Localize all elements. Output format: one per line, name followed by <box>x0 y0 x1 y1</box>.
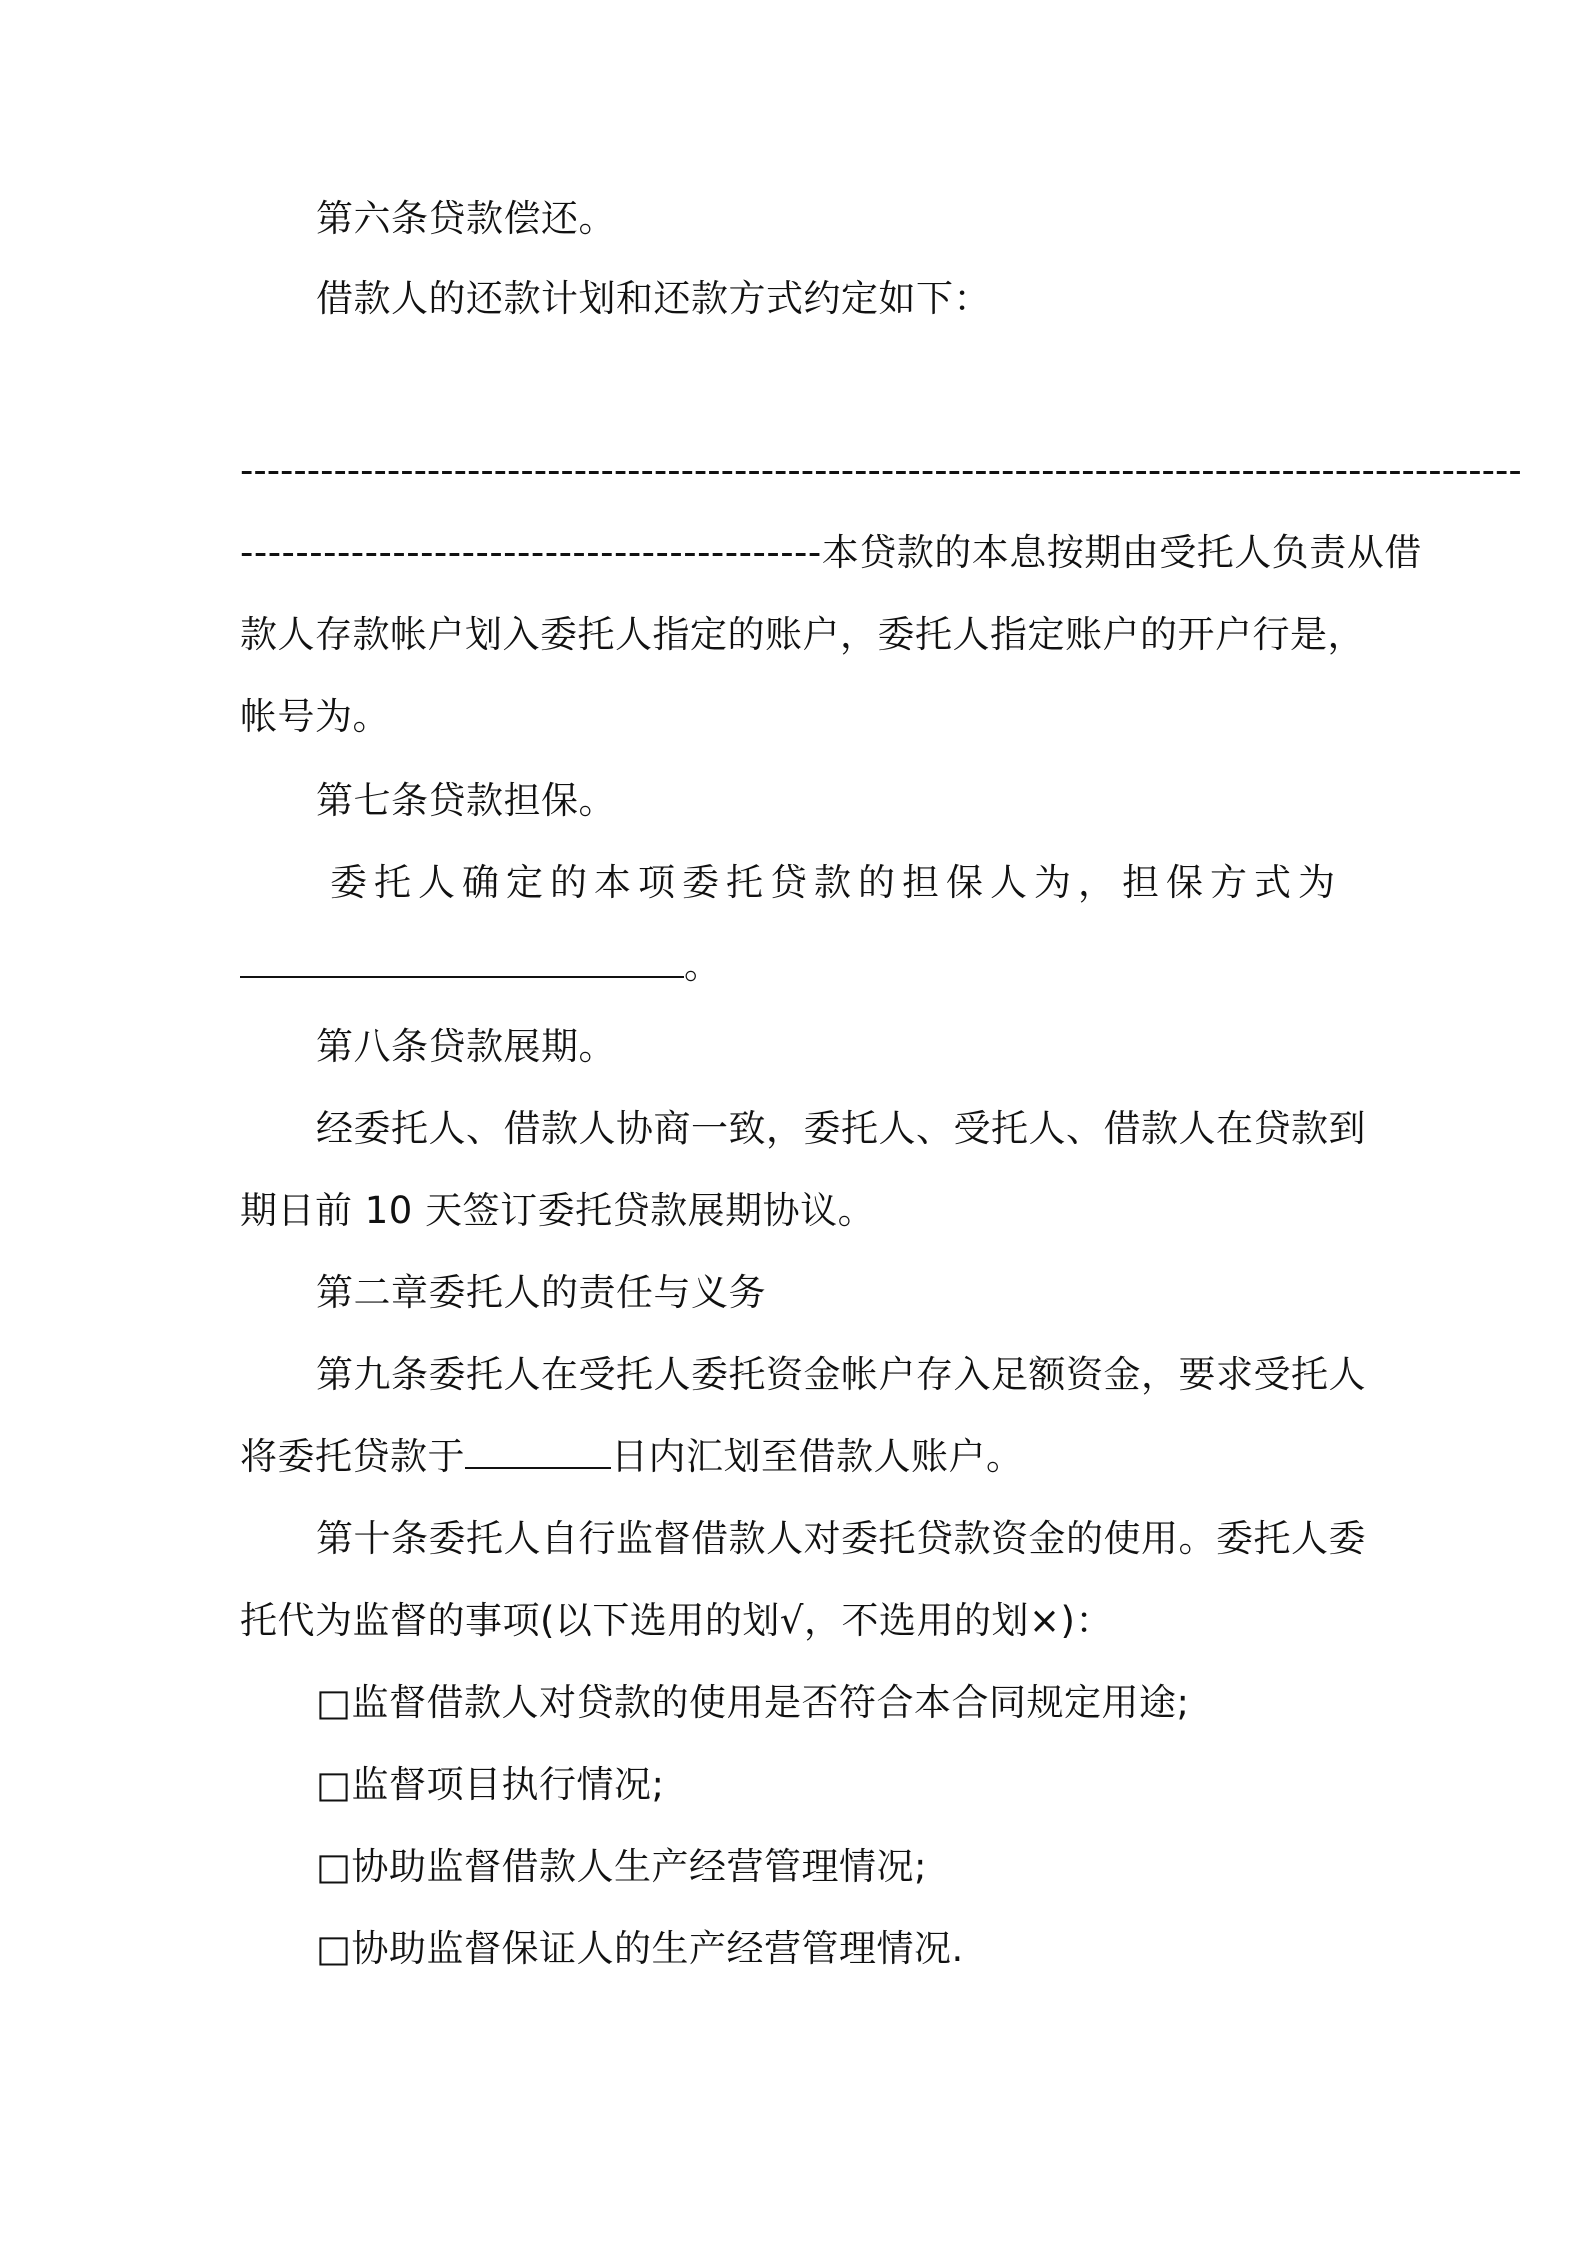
article-6-title: 第六条贷款偿还。 <box>316 197 616 240</box>
dash-fill-line-1: ------------------------------------------------------------------------------------------------ <box>240 449 1522 492</box>
article-7-line-b-end: 。 <box>684 944 722 987</box>
article-9-line-a: 第九条委托人在受托人委托资金帐户存入足额资金，要求受托人 <box>316 1353 1366 1396</box>
option-checkbox-item[interactable]: □监督项目执行情况; <box>316 1763 665 1806</box>
article-8-line-a: 经委托人、借款人协商一致，委托人、受托人、借款人在贷款到 <box>316 1107 1366 1150</box>
option-checkbox-item[interactable]: □监督借款人对贷款的使用是否符合本合同规定用途; <box>316 1681 1190 1724</box>
guarantee-blank-field <box>240 942 684 978</box>
article-9-line-b <box>240 1434 1360 1480</box>
option-checkbox-item[interactable]: □协助监督借款人生产经营管理情况; <box>316 1845 927 1888</box>
article-8-title: 第八条贷款展期。 <box>316 1025 616 1068</box>
days-blank-field <box>465 1435 611 1469</box>
article-6-line-c: 帐号为。 <box>240 695 390 738</box>
dash-fill-line-2: ------------------------------------------ <box>240 531 822 574</box>
article-10-line-a: 第十条委托人自行监督借款人对委托贷款资金的使用。委托人委 <box>316 1517 1366 1560</box>
article-10-line-b: 托代为监督的事项(以下选用的划√，不选用的划×)： <box>240 1599 1113 1642</box>
article-8-line-b: 期日前 10 天签订委托贷款展期协议。 <box>240 1189 876 1232</box>
chapter-2-title: 第二章委托人的责任与义务 <box>316 1271 766 1314</box>
article-7-line-a: 委托人确定的本项委托贷款的担保人为，担保方式为 <box>330 861 1342 904</box>
article-9-line-b-pre: 将委托贷款于 <box>240 1435 465 1478</box>
option-checkbox-item[interactable]: □协助监督保证人的生产经营管理情况. <box>316 1927 964 1970</box>
article-7-line-b <box>240 942 1360 989</box>
article-6-text-a: 本贷款的本息按期由受托人负责从借 <box>821 531 1422 574</box>
article-6-line-a <box>240 530 1422 576</box>
article-9-line-b-post: 日内汇划至借款人账户。 <box>611 1435 1024 1478</box>
article-6-line-b: 款人存款帐户划入委托人指定的账户，委托人指定账户的开户行是， <box>240 613 1365 656</box>
article-6-intro: 借款人的还款计划和还款方式约定如下： <box>316 277 991 320</box>
article-7-title: 第七条贷款担保。 <box>316 779 616 822</box>
